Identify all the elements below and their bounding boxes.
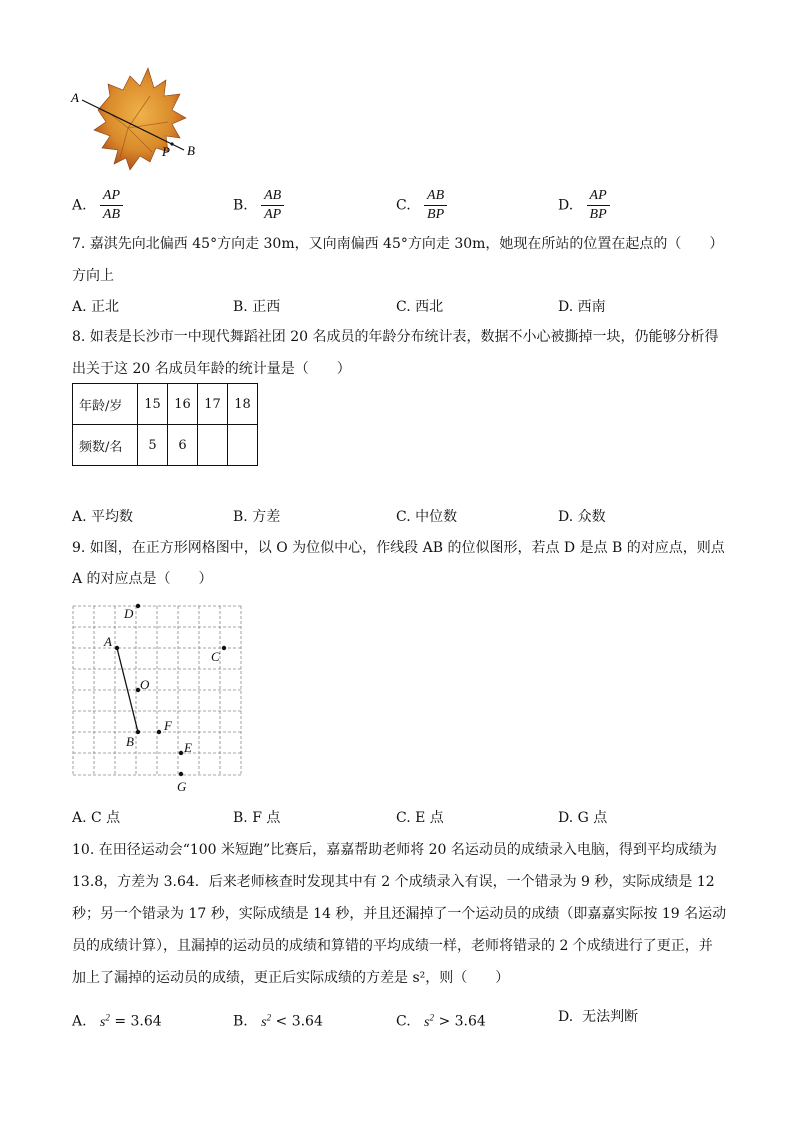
label-c: C bbox=[211, 649, 220, 664]
maple-leaf-shape bbox=[94, 68, 186, 170]
age-frequency-table bbox=[72, 383, 258, 466]
label-e: E bbox=[184, 740, 192, 755]
q9-stem-line1: 9. 如图，在正方形网格图中，以 O 为位似中心，作线段 AB 的位似图形，若点 D 是点 B 的对应点，则点 bbox=[72, 540, 725, 556]
q7-option-c[interactable]: C. 西北 bbox=[396, 299, 444, 315]
q7-stem-line1: 7. 嘉淇先向北偏西 45°方向走 30m，又向南偏西 45°方向走 30m，她现在所站的位置在起点的（ ） bbox=[72, 236, 724, 252]
q10-stem-line4: 员的成绩计算），且漏掉的运动员的成绩和算错的平均成绩一样，老师将错录的 2 个成绩进行了更正，并 bbox=[72, 938, 713, 954]
q10-option-b[interactable]: B. $s^2 < 3.64$ bbox=[233, 1012, 323, 1030]
q8-option-a[interactable]: A. 平均数 bbox=[72, 509, 134, 525]
q9-option-b[interactable]: B. F 点 bbox=[233, 810, 281, 826]
fraction: $\frac{AB}{AP}$ bbox=[261, 187, 284, 224]
label-f: F bbox=[164, 718, 172, 733]
q10-option-d[interactable]: D. 无法判断 bbox=[558, 1009, 639, 1025]
q8-stem-line1: 8. 如表是长沙市一中现代舞蹈社团 20 名成员的年龄分布统计表，数据不小心被撕掉一块，仍能够分析得 bbox=[72, 329, 719, 345]
leaf-figure bbox=[68, 66, 218, 178]
label-a: A bbox=[104, 634, 112, 649]
q7-option-b[interactable]: B. 正西 bbox=[233, 299, 281, 315]
label-b: B bbox=[126, 734, 134, 749]
q6-option-a[interactable]: A. $\frac{AP}{AB}$ bbox=[72, 187, 123, 224]
q8-option-b[interactable]: B. 方差 bbox=[233, 509, 281, 525]
q6-option-d[interactable]: D. $\frac{AP}{BP}$ bbox=[558, 187, 610, 224]
q10-stem-line1: 10. 在田径运动会“100 米短跑”比赛后，嘉嘉帮助老师将 20 名运动员的成绩录入电脑，得到平均成绩为 bbox=[72, 842, 717, 858]
q10-option-a[interactable]: A. $s^2 = 3.64$ bbox=[72, 1012, 162, 1030]
q6-option-c[interactable]: C. $\frac{AB}{BP}$ bbox=[396, 187, 447, 224]
label-g: G bbox=[177, 779, 187, 794]
label-p: P bbox=[162, 144, 170, 159]
q6-option-b[interactable]: B. $\frac{AB}{AP}$ bbox=[233, 187, 284, 224]
table-row: 频数/名 5 6 bbox=[73, 425, 258, 466]
q9-option-c[interactable]: C. E 点 bbox=[396, 810, 444, 826]
q9-stem-line2: A 的对应点是（ ） bbox=[72, 571, 213, 587]
point-p bbox=[170, 142, 173, 145]
q9-option-a[interactable]: A. C 点 bbox=[72, 810, 121, 826]
q10-stem-line5: 加上了漏掉的运动员的成绩，更正后实际成绩的方差是 s²，则（ ） bbox=[72, 970, 510, 986]
q8-option-c[interactable]: C. 中位数 bbox=[396, 509, 458, 525]
q9-option-d[interactable]: D. G 点 bbox=[558, 810, 608, 826]
dashed-grid bbox=[73, 606, 241, 775]
fraction: $\frac{AP}{AB}$ bbox=[100, 187, 123, 224]
label-b: B bbox=[187, 143, 195, 158]
q7-stem-line2: 方向上 bbox=[72, 268, 114, 284]
q10-stem-line2: 13.8，方差为 3.64．后来老师核查时发现其中有 2 个成绩录入有误，一个错录为 9 秒，实际成绩是 12 bbox=[72, 874, 715, 890]
q7-option-d[interactable]: D. 西南 bbox=[558, 299, 606, 315]
label-d: D bbox=[124, 606, 134, 621]
q7-option-a[interactable]: A. 正北 bbox=[72, 299, 120, 315]
grid-figure bbox=[66, 598, 256, 798]
q10-option-c[interactable]: C. $s^2 > 3.64$ bbox=[396, 1012, 486, 1030]
fraction: $\frac{AB}{BP}$ bbox=[424, 187, 447, 224]
label-a: A bbox=[71, 90, 79, 105]
q10-stem-line3: 秒；另一个错录为 17 秒，实际成绩是 14 秒，并且还漏掉了一个运动员的成绩（即嘉嘉实际按 19 名运动 bbox=[72, 906, 727, 922]
label-o: O bbox=[140, 677, 150, 692]
q8-stem-line2: 出关于这 20 名成员年龄的统计量是（ ） bbox=[72, 361, 351, 377]
table-row: 年龄/岁 15 16 17 18 bbox=[73, 384, 258, 425]
q8-option-d[interactable]: D. 众数 bbox=[558, 509, 606, 525]
fraction: $\frac{AP}{BP}$ bbox=[587, 187, 610, 224]
